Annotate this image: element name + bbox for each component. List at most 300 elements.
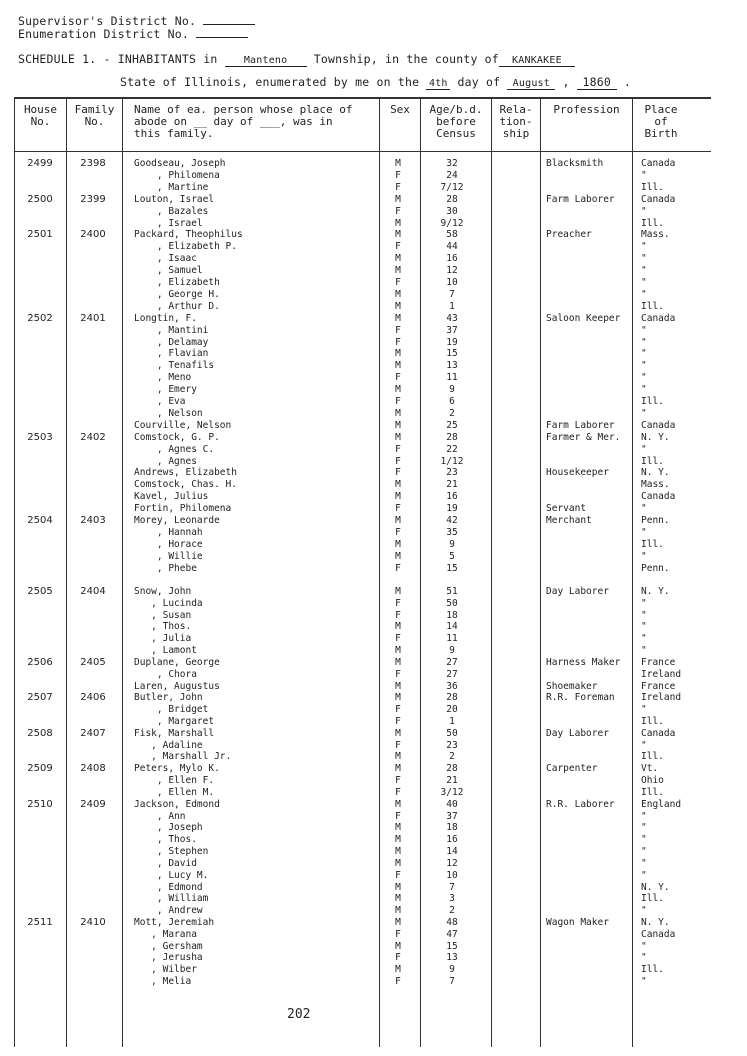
table-row <box>0 229 747 241</box>
table-row <box>0 301 747 313</box>
birthplace-value: Canada <box>641 158 676 169</box>
person-name: Butler, John <box>134 692 203 704</box>
sex-value: F <box>395 455 401 467</box>
person-name: , Willie <box>134 550 203 562</box>
person-name: Morey, Leonarde <box>134 515 220 526</box>
sex-value: M <box>395 288 401 300</box>
end-mark: . <box>623 75 631 89</box>
profession-value: Saloon Keeper <box>546 312 621 324</box>
age-value: 13 <box>446 952 458 964</box>
birthplace-value: Ill. <box>641 786 664 798</box>
age-value: 7 <box>449 288 455 300</box>
age-value: 19 <box>446 336 458 348</box>
birthplace-value: " <box>641 704 647 716</box>
table-row <box>0 905 747 917</box>
birthplace-value: N. Y. <box>641 916 670 928</box>
table-row <box>0 194 747 206</box>
table-row <box>0 444 747 456</box>
age-value: 18 <box>446 609 458 621</box>
person-name: , Chora <box>134 668 197 680</box>
column-header-birthplace: Place of Birth <box>644 103 678 140</box>
age-value: 3 <box>449 893 455 905</box>
table-row <box>0 598 747 610</box>
profession-value: R.R. Foreman <box>546 692 615 704</box>
person-name: , Nelson <box>134 407 203 419</box>
table-row <box>0 432 747 444</box>
birthplace-value: " <box>641 288 647 300</box>
family-number: 2404 <box>80 586 106 597</box>
table-row <box>0 917 747 929</box>
sex-value: M <box>395 798 401 810</box>
table-row <box>0 751 747 763</box>
sex-value: M <box>395 384 401 396</box>
person-name: , Adaline <box>134 739 203 751</box>
person-name: , Andrew <box>134 905 203 917</box>
table-row <box>0 610 747 622</box>
sex-value: M <box>395 916 401 928</box>
birthplace-value: " <box>641 846 647 858</box>
birthplace-value: " <box>641 550 647 562</box>
sex-value: F <box>395 241 401 253</box>
age-value: 58 <box>446 229 458 241</box>
birthplace-value: Ill. <box>641 751 664 763</box>
age-value: 7 <box>449 976 455 988</box>
sex-value: M <box>395 300 401 312</box>
supervisor-district-field <box>203 24 255 25</box>
age-value: 35 <box>446 526 458 538</box>
comma: , <box>562 75 570 89</box>
person-name: , Ellen M. <box>134 786 215 798</box>
age-value: 28 <box>446 431 458 443</box>
sex-value: M <box>395 538 401 550</box>
table-row <box>0 479 747 491</box>
birthplace-value: Canada <box>641 491 676 503</box>
profession-value: Harness Maker <box>546 656 621 668</box>
person-name: , Flavian <box>134 348 209 360</box>
age-value: 27 <box>446 668 458 680</box>
sex-value: F <box>395 277 401 288</box>
birthplace-value: " <box>641 940 647 952</box>
person-name: Fortin, Philomena <box>134 503 232 515</box>
birthplace-value: Canada <box>641 193 676 205</box>
table-row <box>0 740 747 752</box>
person-name: , Jerusha <box>134 952 203 964</box>
sex-value: F <box>395 928 401 940</box>
table-row <box>0 325 747 337</box>
table-row <box>0 929 747 941</box>
sex-value: M <box>395 479 401 491</box>
person-name: , Marana <box>134 928 197 940</box>
table-row <box>0 348 747 360</box>
family-number: 2406 <box>80 692 106 704</box>
birthplace-value: " <box>641 277 647 288</box>
person-name: , Thos. <box>134 621 192 633</box>
age-value: 43 <box>446 312 458 324</box>
table-row <box>0 384 747 396</box>
sex-value: F <box>395 443 401 455</box>
table-row <box>0 182 747 194</box>
birthplace-value: " <box>641 265 647 277</box>
person-name: Comstock, G. P. <box>134 431 220 443</box>
family-number: 2405 <box>80 656 106 668</box>
sex-value: F <box>395 181 401 193</box>
sex-value: M <box>395 158 401 169</box>
sex-value: M <box>395 940 401 952</box>
age-value: 7/12 <box>440 181 464 193</box>
age-value: 23 <box>446 467 458 479</box>
birthplace-value: " <box>641 407 647 419</box>
sex-value: M <box>395 881 401 893</box>
person-name: Duplane, George <box>134 656 220 668</box>
person-name: , William <box>134 893 209 905</box>
table-row <box>0 408 747 420</box>
birthplace-value: " <box>641 645 647 657</box>
person-name: , Agnes <box>134 455 197 467</box>
table-row <box>0 503 747 515</box>
enumeration-district-label: Enumeration District No. <box>18 27 189 41</box>
table-row <box>0 716 747 728</box>
age-value: 15 <box>446 940 458 952</box>
birthplace-value: " <box>641 443 647 455</box>
birthplace-value: " <box>641 621 647 633</box>
birthplace-value: " <box>641 241 647 253</box>
age-value: 47 <box>446 928 458 940</box>
sex-value: M <box>395 893 401 905</box>
sex-value: M <box>395 727 401 739</box>
sex-value: M <box>395 834 401 846</box>
table-row <box>0 834 747 846</box>
table-row <box>0 206 747 218</box>
sex-value: F <box>395 336 401 348</box>
sex-value: F <box>395 869 401 881</box>
age-value: 9 <box>449 538 455 550</box>
table-row <box>0 313 747 325</box>
person-name: , Agnes C. <box>134 443 215 455</box>
table-row <box>0 372 747 384</box>
profession-value: Farmer & Mer. <box>546 431 621 443</box>
person-name: Longtin, F. <box>134 312 197 324</box>
family-number: 2409 <box>80 798 106 810</box>
person-name: Packard, Theophilus <box>134 229 243 241</box>
sex-value: F <box>395 562 401 574</box>
person-name: , Horace <box>134 538 203 550</box>
family-number: 2400 <box>80 229 106 241</box>
profession-value: R.R. Laborer <box>546 798 615 810</box>
family-number: 2408 <box>80 763 106 775</box>
person-name: , Joseph <box>134 822 203 834</box>
sex-value: F <box>395 597 401 609</box>
sex-value: F <box>395 668 401 680</box>
birthplace-value: Ill. <box>641 181 664 193</box>
house-number: 2507 <box>27 692 53 704</box>
age-value: 3/12 <box>440 786 464 798</box>
birthplace-value: " <box>641 384 647 396</box>
age-value: 9 <box>449 964 455 976</box>
person-name: , Gersham <box>134 940 203 952</box>
supervisor-district-line <box>18 14 255 28</box>
profession-value: Day Laborer <box>546 727 609 739</box>
family-number: 2398 <box>80 158 106 169</box>
birthplace-value: " <box>641 609 647 621</box>
township-label: Township, in the county of <box>313 52 499 66</box>
person-name: , Eva <box>134 396 186 407</box>
birthplace-value: Ill. <box>641 455 664 467</box>
table-row <box>0 515 747 527</box>
sex-value: M <box>395 360 401 372</box>
table-row <box>0 289 747 301</box>
sex-value: F <box>395 976 401 988</box>
age-value: 14 <box>446 621 458 633</box>
age-value: 12 <box>446 857 458 869</box>
table-row <box>0 253 747 265</box>
person-name: , George H. <box>134 288 220 300</box>
birthplace-value: " <box>641 869 647 881</box>
birthplace-value: " <box>641 336 647 348</box>
table-row <box>0 539 747 551</box>
age-value: 32 <box>446 158 458 169</box>
age-value: 24 <box>446 169 458 181</box>
sex-value: M <box>395 763 401 775</box>
age-value: 42 <box>446 515 458 526</box>
table-row <box>0 396 747 408</box>
table-row <box>0 633 747 645</box>
age-value: 14 <box>446 846 458 858</box>
age-value: 1/12 <box>440 455 464 467</box>
age-value: 15 <box>446 348 458 360</box>
state-label: State of Illinois, enumerated by me on the <box>120 75 420 89</box>
sex-value: F <box>395 526 401 538</box>
age-value: 16 <box>446 834 458 846</box>
birthplace-value: " <box>641 348 647 360</box>
table-row <box>0 669 747 681</box>
birthplace-value: N. Y. <box>641 467 670 479</box>
page-number: 202 <box>287 1007 311 1022</box>
table-row <box>0 563 747 575</box>
person-name: , Ann <box>134 810 186 822</box>
profession-value: Merchant <box>546 515 592 526</box>
month-value: August <box>507 78 555 90</box>
schedule-label: SCHEDULE 1. - INHABITANTS in <box>18 52 218 66</box>
person-name: , David <box>134 857 197 869</box>
birthplace-value: " <box>641 526 647 538</box>
sex-value: M <box>395 680 401 692</box>
enumeration-district-line <box>18 27 248 41</box>
profession-value: Farm Laborer <box>546 419 615 431</box>
birthplace-value: Ill. <box>641 964 664 976</box>
table-row <box>0 728 747 740</box>
birthplace-value: France <box>641 680 676 692</box>
profession-value: Housekeeper <box>546 467 609 479</box>
sex-value: F <box>395 396 401 407</box>
state-line <box>120 75 631 90</box>
sex-value: M <box>395 905 401 917</box>
birthplace-value: " <box>641 360 647 372</box>
sex-value: M <box>395 229 401 241</box>
house-number: 2502 <box>27 312 53 324</box>
age-value: 30 <box>446 205 458 217</box>
sex-value: M <box>395 431 401 443</box>
age-value: 15 <box>446 562 458 574</box>
age-value: 22 <box>446 443 458 455</box>
table-row <box>0 360 747 372</box>
person-name: , Isaac <box>134 253 197 265</box>
age-value: 50 <box>446 597 458 609</box>
birthplace-value: Canada <box>641 727 676 739</box>
birthplace-value: " <box>641 952 647 964</box>
birthplace-value: " <box>641 372 647 384</box>
person-name: , Wilber <box>134 964 197 976</box>
age-value: 16 <box>446 491 458 503</box>
age-value: 25 <box>446 419 458 431</box>
table-row <box>0 645 747 657</box>
birthplace-value: " <box>641 834 647 846</box>
schedule-line <box>18 52 575 67</box>
age-value: 2 <box>449 905 455 917</box>
person-name: Fisk, Marshall <box>134 727 215 739</box>
table-row <box>0 952 747 964</box>
county-value: KANKAKEE <box>499 55 575 67</box>
birthplace-value: " <box>641 169 647 181</box>
birthplace-value: Ill. <box>641 217 664 229</box>
sex-value: F <box>395 739 401 751</box>
birthplace-value: N. Y. <box>641 586 670 597</box>
table-row <box>0 491 747 503</box>
table-row <box>0 870 747 882</box>
age-value: 23 <box>446 739 458 751</box>
house-number: 2505 <box>27 586 53 597</box>
age-value: 1 <box>449 300 455 312</box>
person-name: , Margaret <box>134 716 215 728</box>
table-row <box>0 420 747 432</box>
person-name: Goodseau, Joseph <box>134 158 226 169</box>
sex-value: M <box>395 846 401 858</box>
sex-value: M <box>395 751 401 763</box>
person-name: , Ellen F. <box>134 775 215 787</box>
age-value: 28 <box>446 193 458 205</box>
person-name: , Melia <box>134 976 192 988</box>
birthplace-value: France <box>641 656 676 668</box>
person-name: , Elizabeth <box>134 277 220 288</box>
birthplace-value: Ill. <box>641 300 664 312</box>
person-name: Louton, Israel <box>134 193 215 205</box>
table-row <box>0 811 747 823</box>
age-value: 10 <box>446 869 458 881</box>
township-value: Manteno <box>225 55 307 67</box>
age-value: 44 <box>446 241 458 253</box>
age-value: 48 <box>446 916 458 928</box>
person-name: , Bridget <box>134 704 209 716</box>
table-row <box>0 657 747 669</box>
person-name: Jackson, Edmond <box>134 798 220 810</box>
profession-value: Servant <box>546 503 587 515</box>
age-value: 13 <box>446 360 458 372</box>
person-name: Kavel, Julius <box>134 491 209 503</box>
table-row <box>0 218 747 230</box>
column-header-name: Name of ea. person whose place of abode on __ day of ___, was in this family. <box>134 103 353 140</box>
person-name: , Philomena <box>134 169 220 181</box>
person-name: , Emery <box>134 384 197 396</box>
table-row <box>0 893 747 905</box>
table-row <box>0 799 747 811</box>
table-row <box>0 704 747 716</box>
age-value: 7 <box>449 881 455 893</box>
person-name: Courville, Nelson <box>134 419 232 431</box>
birthplace-value: Mass. <box>641 479 670 491</box>
person-name: , Phebe <box>134 562 197 574</box>
table-row <box>0 787 747 799</box>
table-row <box>0 976 747 988</box>
age-value: 37 <box>446 324 458 336</box>
person-name: , Mantini <box>134 324 209 336</box>
sex-value: F <box>395 609 401 621</box>
age-value: 18 <box>446 822 458 834</box>
sex-value: M <box>395 515 401 526</box>
family-number: 2402 <box>80 431 106 443</box>
birthplace-value: Penn. <box>641 562 670 574</box>
birthplace-value: " <box>641 253 647 265</box>
birthplace-value: Canada <box>641 312 676 324</box>
person-name: Laren, Augustus <box>134 680 220 692</box>
age-value: 21 <box>446 775 458 787</box>
house-number: 2510 <box>27 798 53 810</box>
family-number: 2399 <box>80 193 106 205</box>
table-row <box>0 467 747 479</box>
day-value: 4th <box>426 78 450 90</box>
person-name: , Meno <box>134 372 192 384</box>
person-name: , Hannah <box>134 526 203 538</box>
sex-value: F <box>395 775 401 787</box>
age-value: 12 <box>446 265 458 277</box>
sex-value: M <box>395 253 401 265</box>
column-header-age: Age/b.d. before Census <box>429 103 483 140</box>
person-name: , Bazales <box>134 205 209 217</box>
age-value: 16 <box>446 253 458 265</box>
sex-value: M <box>395 348 401 360</box>
sex-value: F <box>395 324 401 336</box>
sex-value: F <box>395 786 401 798</box>
table-row <box>0 158 747 170</box>
sex-value: M <box>395 656 401 668</box>
table-row <box>0 681 747 693</box>
sex-value: M <box>395 586 401 597</box>
sex-value: M <box>395 491 401 503</box>
person-name: , Arthur D. <box>134 300 220 312</box>
sex-value: M <box>395 217 401 229</box>
person-name: , Lucinda <box>134 597 203 609</box>
birthplace-value: Canada <box>641 928 676 940</box>
sex-value: F <box>395 952 401 964</box>
age-value: 11 <box>446 372 458 384</box>
column-header-profession: Profession <box>553 103 620 116</box>
sex-value: F <box>395 704 401 716</box>
table-row <box>0 941 747 953</box>
person-name: , Martine <box>134 181 209 193</box>
person-name: Comstock, Chas. H. <box>134 479 237 491</box>
age-value: 11 <box>446 633 458 645</box>
person-name: , Tenafils <box>134 360 215 372</box>
profession-value: Day Laborer <box>546 586 609 597</box>
birthplace-value: Canada <box>641 419 676 431</box>
sex-value: F <box>395 503 401 515</box>
supervisor-district-label: Supervisor's District No. <box>18 14 197 28</box>
birthplace-value: Penn. <box>641 515 670 526</box>
table-row <box>0 858 747 870</box>
family-number: 2401 <box>80 312 106 324</box>
age-value: 51 <box>446 586 458 597</box>
column-header-family: Family No. <box>74 103 115 128</box>
family-number: 2407 <box>80 727 106 739</box>
table-row <box>0 241 747 253</box>
